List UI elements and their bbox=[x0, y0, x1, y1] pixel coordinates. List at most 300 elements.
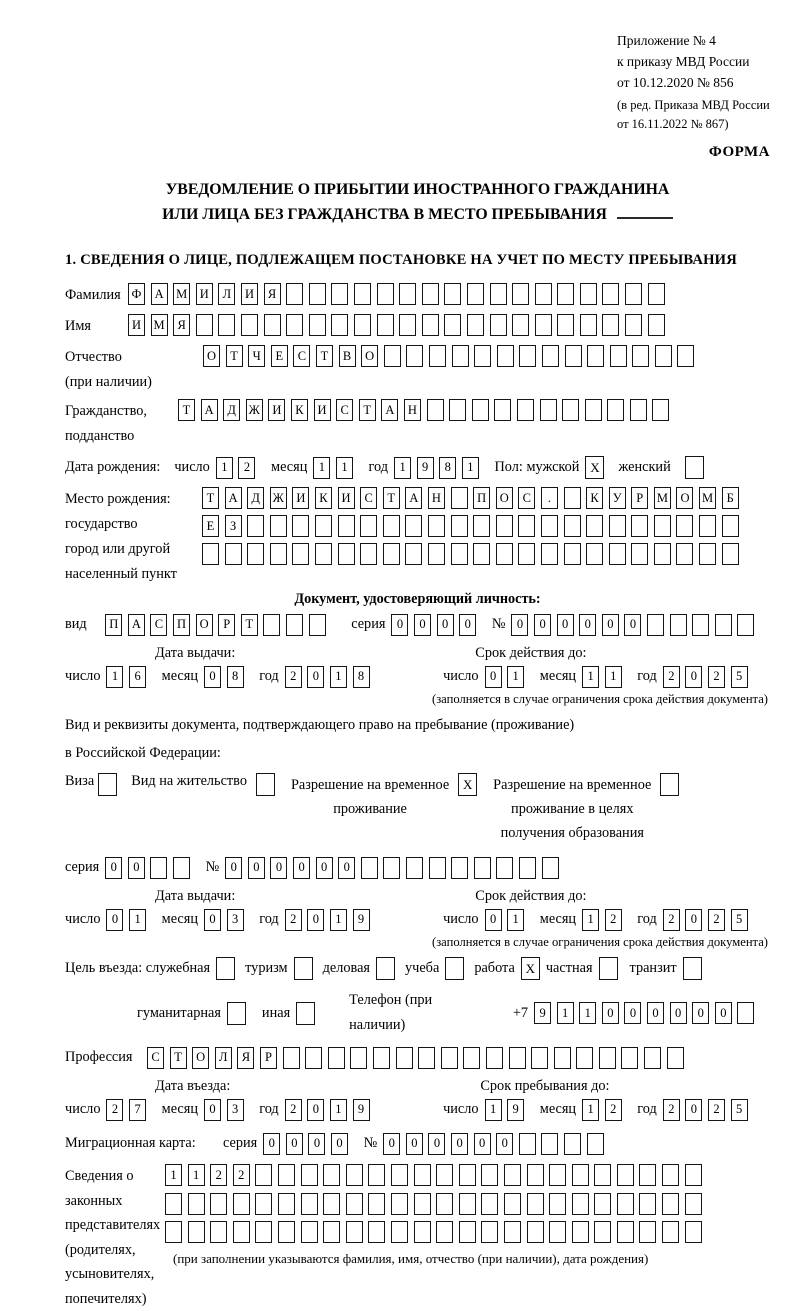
form-cell[interactable] bbox=[255, 1221, 272, 1243]
checkbox-temp-residence-edu[interactable] bbox=[660, 773, 679, 796]
form-cell[interactable] bbox=[405, 543, 422, 565]
form-cell[interactable] bbox=[617, 1221, 634, 1243]
form-cell[interactable]: 1 bbox=[579, 1002, 596, 1024]
form-cell[interactable] bbox=[247, 515, 264, 537]
form-cell[interactable]: 1 bbox=[330, 909, 347, 931]
form-cell[interactable]: И bbox=[196, 283, 213, 305]
form-cell[interactable] bbox=[331, 283, 348, 305]
form-cell[interactable]: Н bbox=[428, 487, 445, 509]
form-cell[interactable] bbox=[436, 1221, 453, 1243]
form-cell[interactable]: 2 bbox=[605, 1099, 622, 1121]
form-cell[interactable] bbox=[630, 399, 647, 421]
form-cell[interactable] bbox=[639, 1221, 656, 1243]
form-cell[interactable]: 0 bbox=[391, 614, 408, 636]
form-cell[interactable] bbox=[350, 1047, 367, 1069]
form-cell[interactable]: Р bbox=[631, 487, 648, 509]
form-cell[interactable] bbox=[436, 1193, 453, 1215]
form-cell[interactable] bbox=[587, 1133, 604, 1155]
form-cell[interactable]: А bbox=[128, 614, 145, 636]
form-cell[interactable] bbox=[564, 1133, 581, 1155]
form-cell[interactable]: 1 bbox=[582, 909, 599, 931]
form-cell[interactable]: Т bbox=[241, 614, 258, 636]
form-cell[interactable] bbox=[540, 399, 557, 421]
form-cell[interactable] bbox=[594, 1193, 611, 1215]
form-cell[interactable]: 2 bbox=[285, 1099, 302, 1121]
checkbox-sex-male[interactable]: X bbox=[585, 456, 604, 479]
form-cell[interactable]: А bbox=[201, 399, 218, 421]
form-cell[interactable] bbox=[354, 283, 371, 305]
form-cell[interactable] bbox=[429, 857, 446, 879]
form-cell[interactable] bbox=[685, 1221, 702, 1243]
form-cell[interactable] bbox=[496, 857, 513, 879]
form-cell[interactable]: 5 bbox=[731, 666, 748, 688]
form-cell[interactable]: А bbox=[405, 487, 422, 509]
form-cell[interactable]: Ж bbox=[246, 399, 263, 421]
form-cell[interactable]: Р bbox=[260, 1047, 277, 1069]
form-cell[interactable] bbox=[549, 1221, 566, 1243]
form-cell[interactable] bbox=[639, 1164, 656, 1186]
form-cell[interactable] bbox=[549, 1193, 566, 1215]
form-cell[interactable]: М bbox=[173, 283, 190, 305]
form-cell[interactable] bbox=[594, 1164, 611, 1186]
form-cell[interactable]: 2 bbox=[285, 909, 302, 931]
form-cell[interactable] bbox=[685, 1193, 702, 1215]
form-cell[interactable] bbox=[418, 1047, 435, 1069]
form-cell[interactable] bbox=[459, 1164, 476, 1186]
form-cell[interactable]: 0 bbox=[263, 1133, 280, 1155]
form-cell[interactable]: 8 bbox=[227, 666, 244, 688]
form-cell[interactable]: 1 bbox=[507, 909, 524, 931]
form-cell[interactable]: 1 bbox=[582, 1099, 599, 1121]
form-cell[interactable] bbox=[315, 515, 332, 537]
form-cell[interactable] bbox=[602, 314, 619, 336]
form-cell[interactable] bbox=[165, 1221, 182, 1243]
form-cell[interactable] bbox=[323, 1221, 340, 1243]
form-cell[interactable]: 0 bbox=[293, 857, 310, 879]
form-cell[interactable] bbox=[564, 515, 581, 537]
form-cell[interactable]: 1 bbox=[394, 457, 411, 479]
form-cell[interactable]: 7 bbox=[129, 1099, 146, 1121]
form-cell[interactable] bbox=[436, 1164, 453, 1186]
form-cell[interactable] bbox=[210, 1221, 227, 1243]
form-cell[interactable] bbox=[429, 345, 446, 367]
form-cell[interactable] bbox=[225, 543, 242, 565]
form-cell[interactable]: С bbox=[518, 487, 535, 509]
form-cell[interactable] bbox=[609, 515, 626, 537]
form-cell[interactable]: Т bbox=[226, 345, 243, 367]
form-cell[interactable] bbox=[519, 857, 536, 879]
form-cell[interactable]: 0 bbox=[692, 1002, 709, 1024]
form-cell[interactable]: 0 bbox=[248, 857, 265, 879]
form-cell[interactable]: 0 bbox=[414, 614, 431, 636]
form-cell[interactable]: О bbox=[676, 487, 693, 509]
form-cell[interactable]: 2 bbox=[663, 909, 680, 931]
form-cell[interactable]: 6 bbox=[129, 666, 146, 688]
form-cell[interactable] bbox=[677, 345, 694, 367]
form-cell[interactable] bbox=[377, 314, 394, 336]
form-cell[interactable] bbox=[286, 614, 303, 636]
checkbox-purpose-tourism[interactable] bbox=[294, 957, 313, 980]
checkbox-purpose-business[interactable] bbox=[376, 957, 395, 980]
form-cell[interactable]: 3 bbox=[227, 1099, 244, 1121]
form-cell[interactable] bbox=[580, 283, 597, 305]
form-cell[interactable]: 0 bbox=[383, 1133, 400, 1155]
form-cell[interactable]: 0 bbox=[128, 857, 145, 879]
form-cell[interactable]: 8 bbox=[353, 666, 370, 688]
form-cell[interactable]: 0 bbox=[204, 1099, 221, 1121]
form-cell[interactable]: 0 bbox=[428, 1133, 445, 1155]
form-cell[interactable] bbox=[632, 345, 649, 367]
form-cell[interactable] bbox=[662, 1193, 679, 1215]
checkbox-purpose-humanitarian[interactable] bbox=[227, 1002, 246, 1025]
form-cell[interactable] bbox=[541, 515, 558, 537]
form-cell[interactable]: 0 bbox=[602, 1002, 619, 1024]
form-cell[interactable] bbox=[602, 283, 619, 305]
form-cell[interactable]: С bbox=[360, 487, 377, 509]
form-cell[interactable]: 0 bbox=[308, 1133, 325, 1155]
form-cell[interactable] bbox=[391, 1193, 408, 1215]
form-cell[interactable] bbox=[292, 515, 309, 537]
form-cell[interactable]: М bbox=[151, 314, 168, 336]
form-cell[interactable] bbox=[406, 345, 423, 367]
form-cell[interactable] bbox=[621, 1047, 638, 1069]
form-cell[interactable]: 1 bbox=[129, 909, 146, 931]
form-cell[interactable]: Я bbox=[264, 283, 281, 305]
form-cell[interactable]: 3 bbox=[227, 909, 244, 931]
form-cell[interactable] bbox=[331, 314, 348, 336]
form-cell[interactable] bbox=[361, 857, 378, 879]
form-cell[interactable]: З bbox=[225, 515, 242, 537]
form-cell[interactable]: 0 bbox=[485, 909, 502, 931]
form-cell[interactable]: В bbox=[339, 345, 356, 367]
form-cell[interactable]: 0 bbox=[338, 857, 355, 879]
form-cell[interactable] bbox=[233, 1193, 250, 1215]
form-cell[interactable] bbox=[504, 1193, 521, 1215]
form-cell[interactable]: 1 bbox=[330, 1099, 347, 1121]
form-cell[interactable]: . bbox=[541, 487, 558, 509]
form-cell[interactable] bbox=[309, 314, 326, 336]
form-cell[interactable]: К bbox=[291, 399, 308, 421]
form-cell[interactable] bbox=[519, 1133, 536, 1155]
form-cell[interactable]: С bbox=[147, 1047, 164, 1069]
form-cell[interactable] bbox=[399, 314, 416, 336]
form-cell[interactable] bbox=[428, 543, 445, 565]
form-cell[interactable] bbox=[644, 1047, 661, 1069]
form-cell[interactable] bbox=[406, 857, 423, 879]
form-cell[interactable] bbox=[564, 487, 581, 509]
form-cell[interactable] bbox=[572, 1193, 589, 1215]
form-cell[interactable] bbox=[255, 1164, 272, 1186]
form-cell[interactable]: 2 bbox=[238, 457, 255, 479]
form-cell[interactable] bbox=[662, 1164, 679, 1186]
form-cell[interactable]: И bbox=[128, 314, 145, 336]
form-cell[interactable]: 0 bbox=[225, 857, 242, 879]
form-cell[interactable]: А bbox=[225, 487, 242, 509]
form-cell[interactable] bbox=[625, 314, 642, 336]
form-cell[interactable]: 2 bbox=[285, 666, 302, 688]
form-cell[interactable] bbox=[587, 345, 604, 367]
form-cell[interactable] bbox=[652, 399, 669, 421]
form-cell[interactable] bbox=[384, 345, 401, 367]
form-cell[interactable] bbox=[368, 1221, 385, 1243]
form-cell[interactable] bbox=[383, 857, 400, 879]
form-cell[interactable] bbox=[323, 1193, 340, 1215]
form-cell[interactable] bbox=[286, 314, 303, 336]
form-cell[interactable] bbox=[173, 857, 190, 879]
form-cell[interactable] bbox=[541, 543, 558, 565]
form-cell[interactable] bbox=[452, 345, 469, 367]
form-cell[interactable]: Т bbox=[170, 1047, 187, 1069]
form-cell[interactable] bbox=[346, 1193, 363, 1215]
form-cell[interactable]: 0 bbox=[204, 666, 221, 688]
form-cell[interactable] bbox=[396, 1047, 413, 1069]
form-cell[interactable]: И bbox=[292, 487, 309, 509]
form-cell[interactable]: У bbox=[609, 487, 626, 509]
form-cell[interactable] bbox=[527, 1193, 544, 1215]
form-cell[interactable]: 1 bbox=[188, 1164, 205, 1186]
form-cell[interactable]: 1 bbox=[165, 1164, 182, 1186]
form-cell[interactable] bbox=[233, 1221, 250, 1243]
form-cell[interactable] bbox=[165, 1193, 182, 1215]
form-cell[interactable] bbox=[473, 543, 490, 565]
form-cell[interactable] bbox=[301, 1193, 318, 1215]
form-cell[interactable] bbox=[654, 543, 671, 565]
form-cell[interactable]: Ж bbox=[270, 487, 287, 509]
form-cell[interactable] bbox=[527, 1221, 544, 1243]
form-cell[interactable] bbox=[542, 345, 559, 367]
form-cell[interactable] bbox=[218, 314, 235, 336]
form-cell[interactable] bbox=[504, 1221, 521, 1243]
form-cell[interactable] bbox=[580, 314, 597, 336]
form-cell[interactable] bbox=[662, 1221, 679, 1243]
form-cell[interactable]: А bbox=[151, 283, 168, 305]
form-cell[interactable]: Я bbox=[173, 314, 190, 336]
form-cell[interactable] bbox=[202, 543, 219, 565]
form-cell[interactable]: 0 bbox=[647, 1002, 664, 1024]
form-cell[interactable]: 2 bbox=[708, 666, 725, 688]
form-cell[interactable] bbox=[263, 614, 280, 636]
form-cell[interactable] bbox=[451, 487, 468, 509]
form-cell[interactable]: 0 bbox=[579, 614, 596, 636]
form-cell[interactable] bbox=[722, 543, 739, 565]
form-cell[interactable] bbox=[481, 1164, 498, 1186]
form-cell[interactable]: О bbox=[203, 345, 220, 367]
checkbox-purpose-official[interactable] bbox=[216, 957, 235, 980]
form-cell[interactable] bbox=[494, 399, 511, 421]
form-cell[interactable]: 0 bbox=[685, 666, 702, 688]
form-cell[interactable] bbox=[655, 345, 672, 367]
form-cell[interactable] bbox=[497, 345, 514, 367]
form-cell[interactable] bbox=[278, 1193, 295, 1215]
form-cell[interactable] bbox=[301, 1164, 318, 1186]
checkbox-residence-permit[interactable] bbox=[256, 773, 275, 796]
form-cell[interactable] bbox=[373, 1047, 390, 1069]
form-cell[interactable] bbox=[490, 314, 507, 336]
form-cell[interactable]: 2 bbox=[233, 1164, 250, 1186]
form-cell[interactable] bbox=[549, 1164, 566, 1186]
form-cell[interactable]: И bbox=[314, 399, 331, 421]
form-cell[interactable]: 0 bbox=[437, 614, 454, 636]
form-cell[interactable] bbox=[315, 543, 332, 565]
checkbox-purpose-study[interactable] bbox=[445, 957, 464, 980]
form-cell[interactable] bbox=[278, 1164, 295, 1186]
form-cell[interactable] bbox=[496, 515, 513, 537]
form-cell[interactable] bbox=[391, 1221, 408, 1243]
form-cell[interactable]: 0 bbox=[451, 1133, 468, 1155]
form-cell[interactable]: П bbox=[105, 614, 122, 636]
form-cell[interactable] bbox=[670, 614, 687, 636]
form-cell[interactable] bbox=[377, 283, 394, 305]
form-cell[interactable]: 0 bbox=[602, 614, 619, 636]
form-cell[interactable] bbox=[572, 1221, 589, 1243]
form-cell[interactable] bbox=[542, 857, 559, 879]
form-cell[interactable] bbox=[472, 399, 489, 421]
form-cell[interactable]: 1 bbox=[313, 457, 330, 479]
form-cell[interactable] bbox=[607, 399, 624, 421]
form-cell[interactable] bbox=[585, 399, 602, 421]
form-cell[interactable] bbox=[188, 1193, 205, 1215]
form-cell[interactable]: 1 bbox=[485, 1099, 502, 1121]
form-cell[interactable] bbox=[531, 1047, 548, 1069]
form-cell[interactable] bbox=[685, 1164, 702, 1186]
form-cell[interactable] bbox=[647, 614, 664, 636]
form-cell[interactable]: 0 bbox=[496, 1133, 513, 1155]
form-cell[interactable] bbox=[648, 314, 665, 336]
form-cell[interactable] bbox=[264, 314, 281, 336]
form-cell[interactable] bbox=[391, 1164, 408, 1186]
form-cell[interactable]: Т bbox=[359, 399, 376, 421]
form-cell[interactable]: 2 bbox=[708, 909, 725, 931]
form-cell[interactable] bbox=[609, 543, 626, 565]
form-cell[interactable] bbox=[599, 1047, 616, 1069]
form-cell[interactable] bbox=[572, 1164, 589, 1186]
checkbox-purpose-private[interactable] bbox=[599, 957, 618, 980]
form-cell[interactable]: 0 bbox=[624, 1002, 641, 1024]
form-cell[interactable] bbox=[270, 543, 287, 565]
form-cell[interactable]: 1 bbox=[462, 457, 479, 479]
form-cell[interactable] bbox=[648, 283, 665, 305]
form-cell[interactable] bbox=[427, 399, 444, 421]
form-cell[interactable]: К bbox=[586, 487, 603, 509]
form-cell[interactable] bbox=[490, 283, 507, 305]
form-cell[interactable]: 0 bbox=[474, 1133, 491, 1155]
form-cell[interactable] bbox=[346, 1221, 363, 1243]
form-cell[interactable]: М bbox=[654, 487, 671, 509]
form-cell[interactable]: 9 bbox=[417, 457, 434, 479]
form-cell[interactable] bbox=[399, 283, 416, 305]
form-cell[interactable] bbox=[444, 314, 461, 336]
form-cell[interactable] bbox=[255, 1193, 272, 1215]
form-cell[interactable] bbox=[519, 345, 536, 367]
form-cell[interactable] bbox=[338, 543, 355, 565]
form-cell[interactable]: 2 bbox=[210, 1164, 227, 1186]
form-cell[interactable]: П bbox=[473, 487, 490, 509]
form-cell[interactable] bbox=[654, 515, 671, 537]
form-cell[interactable]: 0 bbox=[511, 614, 528, 636]
form-cell[interactable] bbox=[692, 614, 709, 636]
form-cell[interactable] bbox=[667, 1047, 684, 1069]
form-cell[interactable] bbox=[565, 345, 582, 367]
form-cell[interactable] bbox=[586, 543, 603, 565]
form-cell[interactable] bbox=[463, 1047, 480, 1069]
form-cell[interactable] bbox=[541, 1133, 558, 1155]
form-cell[interactable] bbox=[722, 515, 739, 537]
form-cell[interactable]: 1 bbox=[507, 666, 524, 688]
form-cell[interactable] bbox=[283, 1047, 300, 1069]
form-cell[interactable] bbox=[422, 314, 439, 336]
form-cell[interactable]: 0 bbox=[557, 614, 574, 636]
form-cell[interactable] bbox=[676, 543, 693, 565]
form-cell[interactable] bbox=[210, 1193, 227, 1215]
form-cell[interactable] bbox=[535, 283, 552, 305]
form-cell[interactable] bbox=[286, 283, 303, 305]
form-cell[interactable]: 0 bbox=[459, 614, 476, 636]
form-cell[interactable] bbox=[305, 1047, 322, 1069]
form-cell[interactable]: Д bbox=[247, 487, 264, 509]
form-cell[interactable]: 0 bbox=[105, 857, 122, 879]
form-cell[interactable]: 9 bbox=[353, 909, 370, 931]
form-cell[interactable]: Е bbox=[271, 345, 288, 367]
form-cell[interactable] bbox=[496, 543, 513, 565]
form-cell[interactable]: Т bbox=[202, 487, 219, 509]
form-cell[interactable] bbox=[509, 1047, 526, 1069]
form-cell[interactable]: 2 bbox=[605, 909, 622, 931]
form-cell[interactable] bbox=[449, 399, 466, 421]
form-cell[interactable]: М bbox=[699, 487, 716, 509]
form-cell[interactable] bbox=[617, 1164, 634, 1186]
form-cell[interactable]: Я bbox=[237, 1047, 254, 1069]
checkbox-purpose-other[interactable] bbox=[296, 1002, 315, 1025]
form-cell[interactable]: Б bbox=[722, 487, 739, 509]
form-cell[interactable] bbox=[504, 1164, 521, 1186]
form-cell[interactable]: Л bbox=[218, 283, 235, 305]
form-cell[interactable]: 0 bbox=[286, 1133, 303, 1155]
form-cell[interactable] bbox=[481, 1193, 498, 1215]
form-cell[interactable] bbox=[586, 515, 603, 537]
form-cell[interactable]: 2 bbox=[663, 666, 680, 688]
form-cell[interactable]: 0 bbox=[685, 909, 702, 931]
form-cell[interactable] bbox=[474, 857, 491, 879]
form-cell[interactable] bbox=[383, 543, 400, 565]
form-cell[interactable] bbox=[699, 543, 716, 565]
form-cell[interactable]: 0 bbox=[204, 909, 221, 931]
form-cell[interactable]: О bbox=[196, 614, 213, 636]
form-cell[interactable] bbox=[576, 1047, 593, 1069]
form-cell[interactable] bbox=[444, 283, 461, 305]
form-cell[interactable]: Т bbox=[316, 345, 333, 367]
form-cell[interactable] bbox=[518, 543, 535, 565]
form-cell[interactable]: 1 bbox=[557, 1002, 574, 1024]
form-cell[interactable]: Т bbox=[178, 399, 195, 421]
form-cell[interactable]: Е bbox=[202, 515, 219, 537]
form-cell[interactable] bbox=[346, 1164, 363, 1186]
form-cell[interactable]: Ф bbox=[128, 283, 145, 305]
form-cell[interactable] bbox=[610, 345, 627, 367]
form-cell[interactable]: 0 bbox=[534, 614, 551, 636]
form-cell[interactable]: 0 bbox=[406, 1133, 423, 1155]
form-cell[interactable] bbox=[309, 283, 326, 305]
form-cell[interactable] bbox=[631, 543, 648, 565]
form-cell[interactable] bbox=[292, 543, 309, 565]
form-cell[interactable] bbox=[676, 515, 693, 537]
form-cell[interactable] bbox=[451, 543, 468, 565]
form-cell[interactable] bbox=[467, 283, 484, 305]
form-cell[interactable] bbox=[467, 314, 484, 336]
form-cell[interactable] bbox=[594, 1221, 611, 1243]
form-cell[interactable] bbox=[459, 1221, 476, 1243]
form-cell[interactable] bbox=[512, 314, 529, 336]
form-cell[interactable] bbox=[715, 614, 732, 636]
